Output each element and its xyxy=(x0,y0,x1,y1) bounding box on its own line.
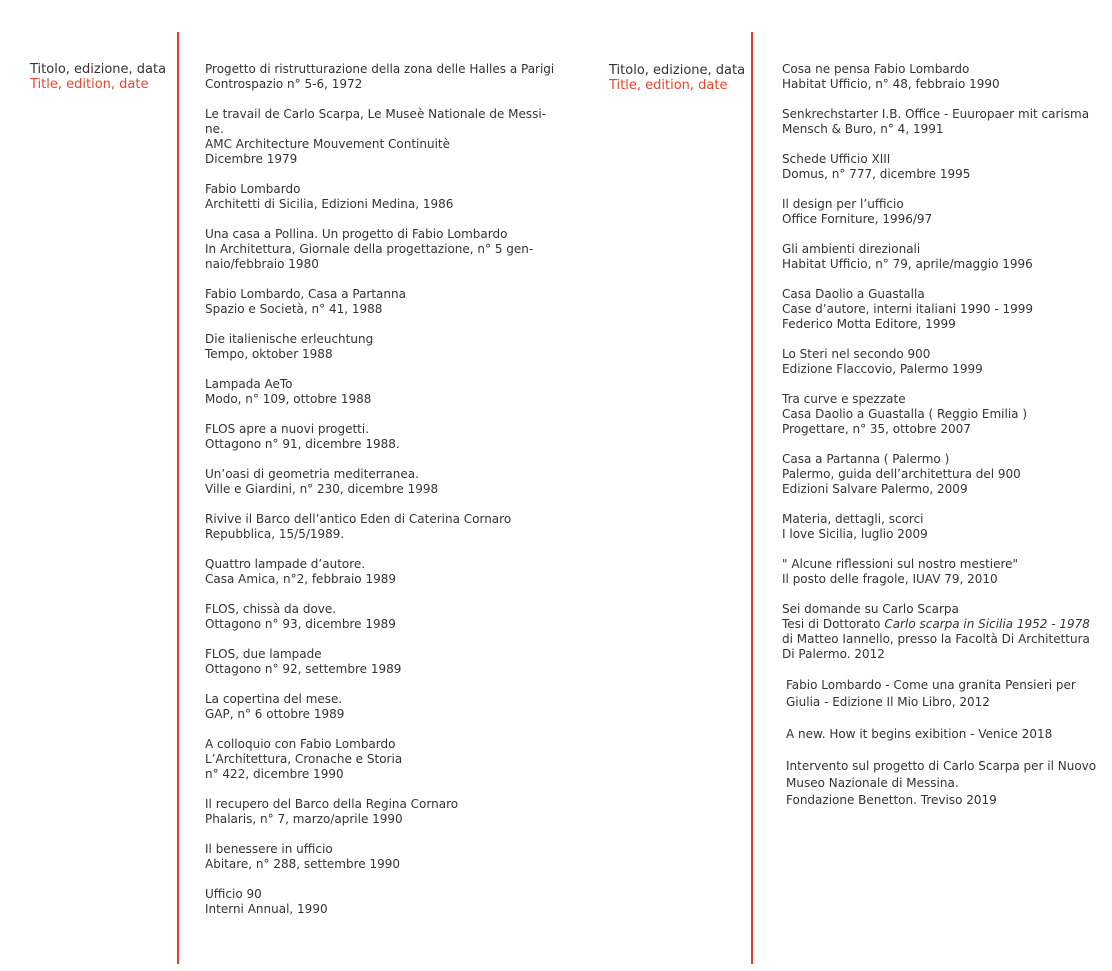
entry-line xyxy=(782,362,1107,377)
bibliography-entry xyxy=(205,557,555,587)
bibliography-entry xyxy=(786,677,1107,711)
bibliography-entry xyxy=(205,692,555,722)
entry-text: Il design per l’ufficio xyxy=(782,197,904,211)
bibliography-entry xyxy=(205,182,555,212)
entry-text: Gli ambienti direzionali xyxy=(782,242,921,256)
entry-line xyxy=(205,347,555,362)
entry-text: Phalaris, n° 7, marzo/aprile 1990 xyxy=(205,812,403,826)
entry-line xyxy=(782,647,1107,662)
bibliography-entry xyxy=(782,512,1107,542)
entry-line xyxy=(782,467,1107,482)
entry-text: Materia, dettagli, scorci xyxy=(782,512,924,526)
bibliography-entry xyxy=(782,557,1107,587)
entry-line xyxy=(205,887,555,902)
entry-line xyxy=(782,317,1107,332)
entry-text: Il recupero del Barco della Regina Cornaro xyxy=(205,797,459,811)
bibliography-entry xyxy=(205,647,555,677)
entry-line xyxy=(782,212,1107,227)
entry-text: Casa Daolio a Guastalla xyxy=(782,287,925,301)
entry-text: n° 422, dicembre 1990 xyxy=(205,767,344,781)
bibliography-entry xyxy=(205,287,555,317)
entry-line xyxy=(782,257,1107,272)
entry-line xyxy=(205,182,555,197)
entry-line xyxy=(786,775,1107,792)
bibliography-entry xyxy=(782,152,1107,182)
right-column-label xyxy=(609,63,745,93)
entry-text: Fondazione Benetton. Treviso 2019 xyxy=(786,793,997,807)
entry-line xyxy=(205,197,555,212)
bibliography-entry xyxy=(205,467,555,497)
entry-text: Modo, n° 109, ottobre 1988 xyxy=(205,392,372,406)
entry-text: Ottagono n° 92, settembre 1989 xyxy=(205,662,402,676)
entry-text: ne. xyxy=(205,122,224,136)
bibliography-entry xyxy=(782,197,1107,227)
entry-text: FLOS, chissà da dove. xyxy=(205,602,337,616)
entry-line xyxy=(205,287,555,302)
entry-text: Fabio Lombardo - Come una granita Pensieri per xyxy=(786,678,1076,692)
bibliography-entry xyxy=(786,758,1107,809)
entry-line xyxy=(205,602,555,617)
entry-line xyxy=(205,62,555,77)
entry-text: Cosa ne pensa Fabio Lombardo xyxy=(782,62,970,76)
entry-text: AMC Architecture Mouvement Continuitè xyxy=(205,137,451,151)
entry-text: Una casa a Pollina. Un progetto di Fabio Lombardo xyxy=(205,227,508,241)
entry-text: Palermo, guida dell’architettura del 900 xyxy=(782,467,1021,481)
bibliography-entry xyxy=(782,452,1107,497)
entry-text: Un’oasi di geometria mediterranea. xyxy=(205,467,419,481)
entry-line xyxy=(205,152,555,167)
entry-line xyxy=(205,527,555,542)
entry-text: Lo Steri nel secondo 900 xyxy=(782,347,931,361)
entry-text: Museo Nazionale di Messina. xyxy=(786,776,959,790)
entry-line xyxy=(782,242,1107,257)
entry-line xyxy=(782,617,1107,632)
right-divider xyxy=(751,32,753,964)
entry-line xyxy=(205,572,555,587)
entry-text: GAP, n° 6 ottobre 1989 xyxy=(205,707,345,721)
entry-line xyxy=(205,467,555,482)
entry-text: Tempo, oktober 1988 xyxy=(205,347,333,361)
bibliography-entry xyxy=(205,602,555,632)
entry-text: La copertina del mese. xyxy=(205,692,343,706)
entry-line xyxy=(782,302,1107,317)
entry-line xyxy=(205,842,555,857)
entry-line xyxy=(205,437,555,452)
entry-line xyxy=(205,692,555,707)
entry-line xyxy=(782,407,1107,422)
entry-line xyxy=(205,122,555,137)
bibliography-entry xyxy=(205,377,555,407)
bibliography-entry xyxy=(782,62,1107,92)
entry-text: Edizioni Salvare Palermo, 2009 xyxy=(782,482,968,496)
entry-line xyxy=(786,758,1107,775)
entry-text: Giulia - Edizione Il Mio Libro, 2012 xyxy=(786,695,990,709)
bibliography-entry xyxy=(782,347,1107,377)
bibliography-entry xyxy=(782,107,1107,137)
entry-text: Intervento sul progetto di Carlo Scarpa per il Nuovo xyxy=(786,759,1097,773)
bibliography-entry xyxy=(205,512,555,542)
entry-text: In Architettura, Giornale della progettazione, n° 5 gen- xyxy=(205,242,534,256)
entry-text: Sei domande su Carlo Scarpa xyxy=(782,602,959,616)
bibliography-entry xyxy=(782,287,1107,332)
entry-text: Senkrechstarter I.B. Office - Euuropaer mit carisma xyxy=(782,107,1090,121)
entry-text: Quattro lampade d’autore. xyxy=(205,557,366,571)
entry-line xyxy=(782,152,1107,167)
entry-text: Fabio Lombardo xyxy=(205,182,301,196)
entry-line xyxy=(782,452,1107,467)
entry-text: Le travail de Carlo Scarpa, Le Museè Nationale de Messi- xyxy=(205,107,547,121)
bibliography-entry xyxy=(205,842,555,872)
entry-line xyxy=(205,617,555,632)
entry-text: Federico Motta Editore, 1999 xyxy=(782,317,956,331)
label-italian: Titolo, edizione, data xyxy=(609,63,746,78)
entry-line xyxy=(205,752,555,767)
entry-line xyxy=(205,812,555,827)
entry-line xyxy=(205,902,555,917)
entry-text: A colloquio con Fabio Lombardo xyxy=(205,737,396,751)
entry-line xyxy=(782,62,1107,77)
entry-line xyxy=(782,482,1107,497)
entry-line xyxy=(205,647,555,662)
entry-line xyxy=(786,677,1107,694)
entry-line xyxy=(205,512,555,527)
bibliography-entry xyxy=(205,797,555,827)
entry-text: Habitat Ufficio, n° 48, febbraio 1990 xyxy=(782,77,1000,91)
entry-line xyxy=(205,707,555,722)
entry-text: Casa Daolio a Guastalla ( Reggio Emilia ) xyxy=(782,407,1028,421)
bibliography-entry xyxy=(205,62,555,92)
entry-line xyxy=(205,302,555,317)
entry-line xyxy=(205,482,555,497)
entry-line xyxy=(205,857,555,872)
entry-line xyxy=(782,527,1107,542)
entry-line xyxy=(782,557,1107,572)
entry-line xyxy=(782,347,1107,362)
entry-text: Die italienische erleuchtung xyxy=(205,332,374,346)
left-divider xyxy=(177,32,179,964)
entry-line xyxy=(205,227,555,242)
entry-text: naio/febbraio 1980 xyxy=(205,257,319,271)
entry-text: Casa Amica, n°2, febbraio 1989 xyxy=(205,572,396,586)
entry-line xyxy=(782,107,1107,122)
entry-line xyxy=(205,332,555,347)
entry-line xyxy=(782,602,1107,617)
entry-text: I love Sicilia, luglio 2009 xyxy=(782,527,928,541)
left-column-label xyxy=(30,62,166,92)
entry-text: Rivive il Barco dell’antico Eden di Caterina Cornaro xyxy=(205,512,512,526)
entry-line xyxy=(782,512,1107,527)
bibliography-entry xyxy=(205,887,555,917)
entry-text: " Alcune riflessioni sul nostro mestiere" xyxy=(782,557,1019,571)
entry-line xyxy=(782,422,1107,437)
bibliography-entry xyxy=(782,392,1107,437)
entry-text: Spazio e Società, n° 41, 1988 xyxy=(205,302,383,316)
entry-text: Repubblica, 15/5/1989. xyxy=(205,527,345,541)
entry-line xyxy=(205,557,555,572)
entry-line xyxy=(205,662,555,677)
entry-line xyxy=(782,392,1107,407)
entry-line xyxy=(205,77,555,92)
entry-line xyxy=(205,737,555,752)
entry-line xyxy=(782,122,1107,137)
entry-text: Di Palermo. 2012 xyxy=(782,647,885,661)
entry-text: FLOS, due lampade xyxy=(205,647,322,661)
entry-text: Il benessere in ufficio xyxy=(205,842,333,856)
entry-line xyxy=(205,257,555,272)
entry-text: Ville e Giardini, n° 230, dicembre 1998 xyxy=(205,482,439,496)
entry-text: Tesi di Dottorato xyxy=(782,617,885,631)
entry-line xyxy=(782,197,1107,212)
entry-text: Ottagono n° 91, dicembre 1988. xyxy=(205,437,400,451)
entry-line xyxy=(205,107,555,122)
entry-text: Progetto di ristrutturazione della zona delle Halles a Parigi xyxy=(205,62,555,76)
entry-text: di Matteo Iannello, presso la Facoltà Di Architettura xyxy=(782,632,1090,646)
bibliography-entry xyxy=(782,242,1107,272)
entry-text: A new. How it begins exibition - Venice 2018 xyxy=(786,727,1053,741)
entry-text: Fabio Lombardo, Casa a Partanna xyxy=(205,287,406,301)
right-bibliography-list xyxy=(782,62,1107,824)
left-bibliography-list xyxy=(205,62,555,932)
bibliography-entry xyxy=(205,422,555,452)
entry-text: Architetti di Sicilia, Edizioni Medina, 1986 xyxy=(205,197,454,211)
entry-line xyxy=(786,694,1107,711)
entry-line xyxy=(782,632,1107,647)
entry-text: Mensch & Buro, n° 4, 1991 xyxy=(782,122,944,136)
entry-line xyxy=(782,572,1107,587)
entry-line xyxy=(782,77,1107,92)
entry-line xyxy=(205,767,555,782)
entry-text: Ottagono n° 93, dicembre 1989 xyxy=(205,617,396,631)
entry-text: Dicembre 1979 xyxy=(205,152,298,166)
entry-text: Case d’autore, interni italiani 1990 - 1999 xyxy=(782,302,1034,316)
bibliography-entry xyxy=(786,726,1107,743)
bibliography-entry xyxy=(205,107,555,167)
bibliography-entry xyxy=(205,227,555,272)
entry-line xyxy=(205,137,555,152)
entry-text: FLOS apre a nuovi progetti. xyxy=(205,422,370,436)
entry-text: Interni Annual, 1990 xyxy=(205,902,328,916)
entry-text: Progettare, n° 35, ottobre 2007 xyxy=(782,422,971,436)
entry-line xyxy=(205,422,555,437)
bibliography-entry xyxy=(782,602,1107,662)
entry-text: Habitat Ufficio, n° 79, aprile/maggio 1996 xyxy=(782,257,1033,271)
entry-text: Controspazio n° 5-6, 1972 xyxy=(205,77,363,91)
entry-text: Lampada AeTo xyxy=(205,377,293,391)
entry-text: Office Forniture, 1996/97 xyxy=(782,212,933,226)
label-italian: Titolo, edizione, data xyxy=(30,62,167,77)
entry-line xyxy=(786,792,1107,809)
entry-line xyxy=(782,287,1107,302)
entry-italic-title: Carlo scarpa in Sicilia 1952 - 1978 xyxy=(884,617,1090,631)
entry-line xyxy=(786,726,1107,743)
entry-text: Il posto delle fragole, IUAV 79, 2010 xyxy=(782,572,998,586)
entry-text: Schede Ufficio XIII xyxy=(782,152,891,166)
entry-text: Edizione Flaccovio, Palermo 1999 xyxy=(782,362,983,376)
entry-line xyxy=(205,377,555,392)
entry-text: Tra curve e spezzate xyxy=(782,392,906,406)
entry-line xyxy=(205,242,555,257)
label-english: Title, edition, date xyxy=(609,78,728,93)
entry-text: Abitare, n° 288, settembre 1990 xyxy=(205,857,400,871)
entry-line xyxy=(782,167,1107,182)
bibliography-entry xyxy=(205,737,555,782)
entry-text: Casa a Partanna ( Palermo ) xyxy=(782,452,950,466)
entry-line xyxy=(205,392,555,407)
label-english: Title, edition, date xyxy=(30,77,149,92)
bibliography-entry xyxy=(205,332,555,362)
entry-text: Domus, n° 777, dicembre 1995 xyxy=(782,167,971,181)
entry-text: L’Architettura, Cronache e Storia xyxy=(205,752,403,766)
entry-line xyxy=(205,797,555,812)
entry-text: Ufficio 90 xyxy=(205,887,262,901)
